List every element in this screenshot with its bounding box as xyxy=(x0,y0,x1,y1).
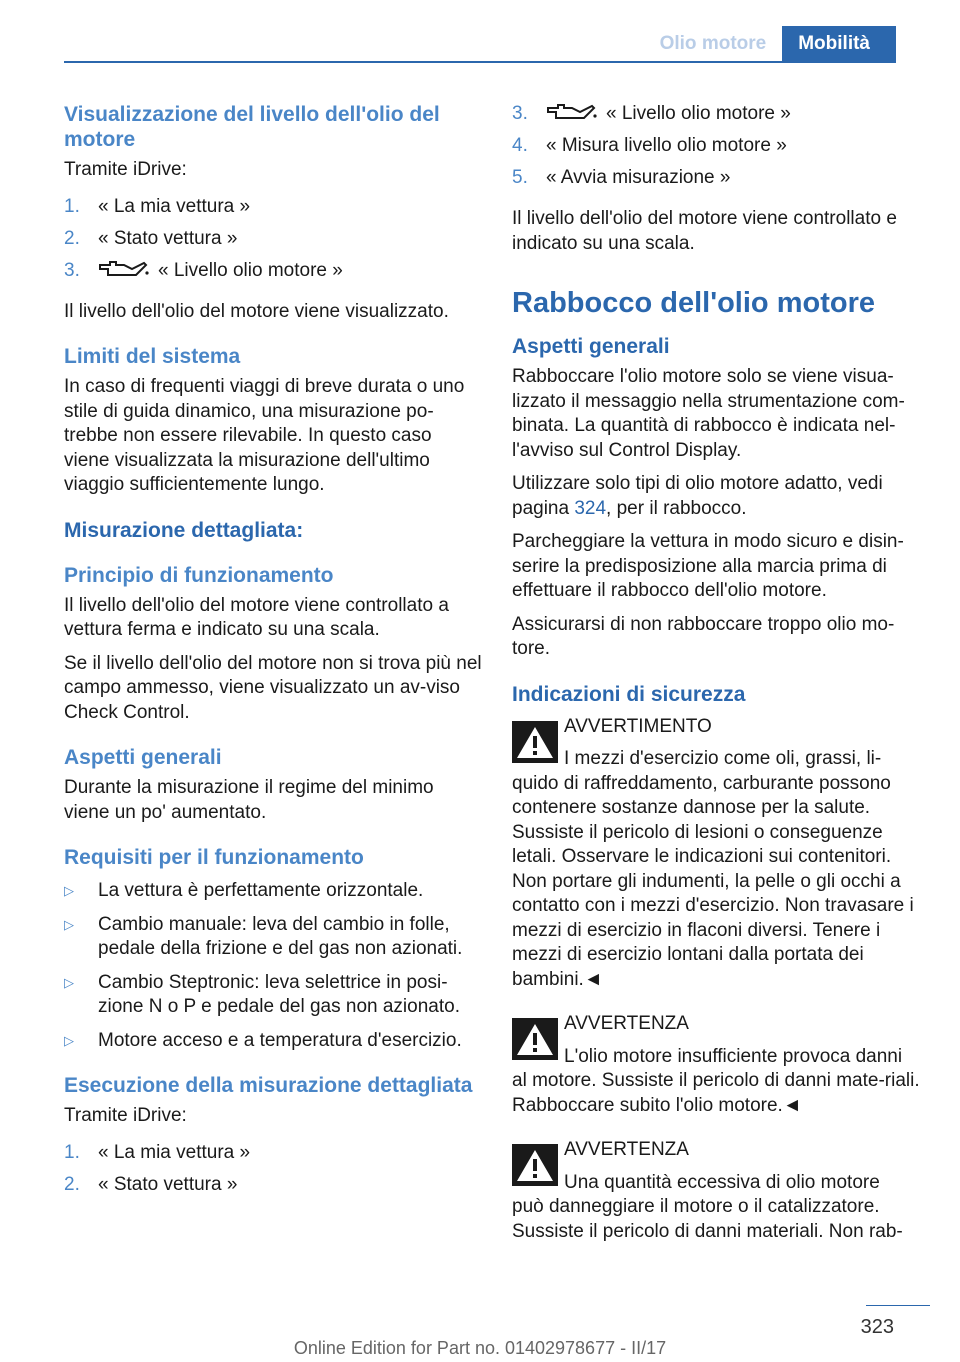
step-number: 4. xyxy=(512,135,528,156)
warning-first-line: I mezzi d'esercizio come oli, grassi, li- xyxy=(564,748,882,769)
warning-title: AVVERTIMENTO xyxy=(564,715,712,737)
paragraph-rabbocco-4: Assicurarsi di non rabboccare troppo olio mo-tore. xyxy=(512,613,895,659)
warning-triangle-icon xyxy=(512,721,558,763)
header-tabs xyxy=(644,26,896,62)
triangle-bullet-icon: ▷ xyxy=(64,916,74,932)
step-number: 5. xyxy=(512,167,528,188)
heading-principio: Principio di funzionamento xyxy=(64,563,334,587)
list-item xyxy=(64,1029,482,1054)
step-label: « Livello olio motore » xyxy=(158,259,343,281)
tab-chapter[interactable]: Mobilità xyxy=(782,26,896,62)
step-text: « Stato vettura » xyxy=(98,1173,238,1195)
page-number: 323 xyxy=(860,1316,894,1338)
paragraph-limiti: In caso di frequenti viaggi di breve durata o uno stile di guida dinamico, una misurazione po-trebbe non essere rilevabile. In questo caso viene visualizzata la misurazione dell'ultimo viaggio sufficientemente lungo. xyxy=(64,376,465,495)
tab-section[interactable]: Olio motore xyxy=(659,33,767,54)
warning-block-2 xyxy=(512,1012,926,1118)
triangle-bullet-icon: ▷ xyxy=(64,883,74,898)
warning-triangle-icon xyxy=(512,1144,558,1186)
bullet-text: Cambio manuale: leva del cambio in folle, pedale della frizione e del gas non azionati. xyxy=(98,913,463,959)
step-number: 2. xyxy=(64,1173,80,1195)
steps-list-2 xyxy=(64,1141,482,1205)
list-item xyxy=(64,879,482,904)
bullet-text: Cambio Steptronic: leva selettrice in posi-zione N o P e pedale del gas non azionato. xyxy=(98,971,460,1017)
heading-visualizzazione: Visualizzazione del livello dell'olio del motore xyxy=(64,103,440,151)
step-label: « Livello olio motore » xyxy=(606,103,791,124)
warning-title: AVVERTENZA xyxy=(564,1139,689,1160)
heading-aspetti: Aspetti generali xyxy=(64,746,222,769)
paragraph-visualizzato: Il livello dell'olio del motore viene visualizzato. xyxy=(64,300,449,322)
step-number: 1. xyxy=(64,1141,80,1163)
warning-text: quido di raffreddamento, carburante possono contenere sostanze dannose per la salute. Sussiste il pericolo di lesioni o conseguenze letali. Osservare le indicazioni sui contenitori. Non portare gli indumenti, la pelle o gli occhi a contatto con i mezzi d'esercizio. Non travasare i mezzi di esercizio in flaconi diversi. Tenere i mezzi di esercizio lontani dalla portata dei bambini.◄ xyxy=(512,772,914,990)
warning-text: al motore. Sussiste il pericolo di danni mate-riali. Rabboccare subito l'olio motore.◄ xyxy=(512,1070,920,1116)
triangle-bullet-icon: ▷ xyxy=(64,974,74,990)
list-item xyxy=(64,913,482,962)
paragraph-aspetti: Durante la misurazione il regime del minimo viene un po' aumentato. xyxy=(64,777,434,823)
paragraph-principio-1: Il livello dell'olio del motore viene controllato a vettura ferma e indicato su una scala. xyxy=(64,594,449,640)
list-item xyxy=(512,134,926,166)
rabbocco-2-text-a: Utilizzare solo tipi di olio motore adatto, vedi pagina xyxy=(512,473,883,519)
list-item xyxy=(64,227,482,259)
paragraph-rabbocco-1: Rabboccare l'olio motore solo se viene visua-lizzato il messaggio nella strumentazione com-binata. La quantità di rabbocco è indicata nel-l'avviso sul Control Display. xyxy=(512,366,905,461)
steps-list-3 xyxy=(512,102,926,198)
bullet-text: Motore acceso e a temperatura d'esercizio. xyxy=(98,1029,462,1051)
warning-first-line: L'olio motore insufficiente provoca danni xyxy=(564,1045,903,1067)
step-number: 3. xyxy=(64,259,80,281)
paragraph-rabbocco-3: Parcheggiare la vettura in modo sicuro e disin-serire la predisposizione alla marcia prima di effettuare il rabbocco dell'olio motore. xyxy=(512,531,904,601)
list-item xyxy=(512,166,926,198)
step-number: 1. xyxy=(64,195,80,217)
footer-edition: Online Edition for Part no. 01402978677 - II/17 xyxy=(293,1338,667,1358)
step-number: 3. xyxy=(512,103,528,124)
tramite-idrive-1: Tramite iDrive: xyxy=(64,159,187,180)
list-item xyxy=(64,971,482,1020)
step-text: « La mia vettura » xyxy=(98,1141,251,1163)
warning-text: può danneggiare il motore o il catalizzatore. Sussiste il pericolo di danni materiali. Non rab- xyxy=(512,1196,903,1242)
heading-rabbocco: Rabbocco dell'olio motore xyxy=(512,287,875,319)
warning-triangle-icon xyxy=(512,1018,558,1060)
list-item xyxy=(64,1141,482,1173)
list-item xyxy=(64,259,482,291)
heading-limiti: Limiti del sistema xyxy=(64,345,241,368)
step-text: « Avvia misurazione » xyxy=(546,167,731,188)
heading-sicurezza: Indicazioni di sicurezza xyxy=(512,682,746,706)
heading-requisiti: Requisiti per il funzionamento xyxy=(64,846,364,869)
warning-title: AVVERTENZA xyxy=(564,1013,689,1034)
heading-esecuzione: Esecuzione della misurazione dettagliata xyxy=(64,1074,473,1097)
rabbocco-2-text-b: , per il rabbocco. xyxy=(606,497,747,519)
bullet-text: La vettura è perfettamente orizzontale. xyxy=(98,880,424,901)
step-number: 2. xyxy=(64,227,80,249)
steps-list-1 xyxy=(64,195,482,291)
footer-rule xyxy=(866,1305,930,1306)
left-column xyxy=(64,102,482,1214)
paragraph-rabbocco-2 xyxy=(512,472,926,521)
paragraph-principio-2: Se il livello dell'olio del motore non si trova più nel campo ammesso, viene visualizzato un av-viso Check Control. xyxy=(64,652,482,723)
tramite-idrive-2: Tramite iDrive: xyxy=(64,1105,187,1126)
step-text: « Stato vettura » xyxy=(98,227,238,249)
step-text: « La mia vettura » xyxy=(98,195,251,217)
heading-aspetti-generali: Aspetti generali xyxy=(512,335,670,358)
warning-block-3 xyxy=(512,1138,926,1244)
paragraph-controllato: Il livello dell'olio del motore viene controllato e indicato su una scala. xyxy=(512,208,897,254)
oil-can-icon xyxy=(546,102,598,122)
right-column xyxy=(512,102,926,1258)
requisiti-list xyxy=(64,879,482,1053)
list-item xyxy=(64,1173,482,1205)
warning-first-line: Una quantità eccessiva di olio motore xyxy=(564,1171,880,1193)
step-text-with-icon xyxy=(546,102,926,127)
heading-misurazione: Misurazione dettagliata: xyxy=(64,518,304,542)
header-rule xyxy=(64,61,896,63)
list-item xyxy=(512,102,926,134)
page-link-324[interactable]: 324 xyxy=(574,497,607,519)
list-item xyxy=(64,195,482,227)
oil-can-icon xyxy=(98,259,150,279)
warning-block-1 xyxy=(512,715,926,993)
step-text: « Misura livello olio motore » xyxy=(546,135,787,156)
step-text-with-icon xyxy=(98,259,482,284)
triangle-bullet-icon: ▷ xyxy=(64,1032,74,1048)
